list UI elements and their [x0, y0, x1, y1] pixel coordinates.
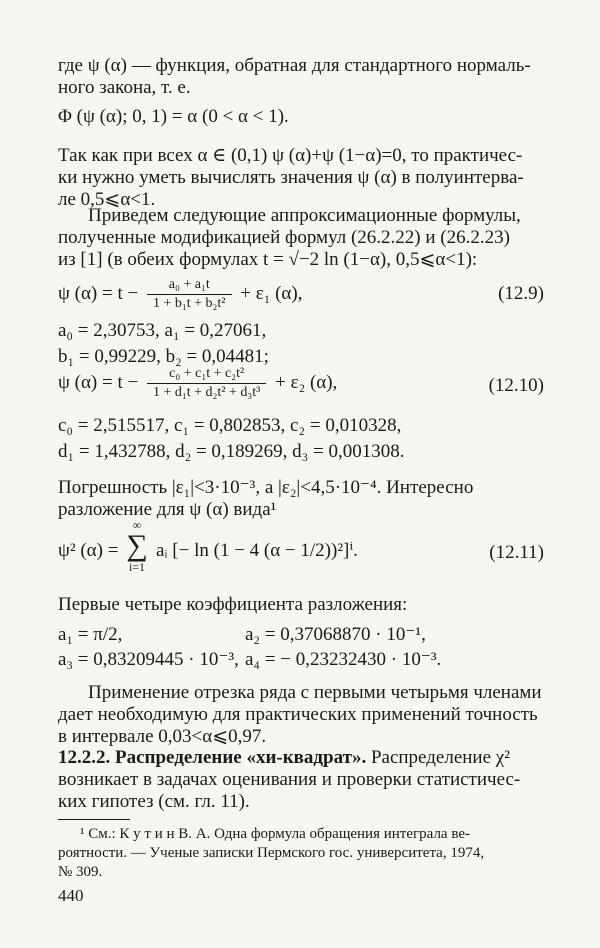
section-line-1-rest: Распределение χ²: [366, 747, 510, 768]
eq1-fraction: [147, 277, 232, 312]
paragraph-1-line-2: ного закона, т. е.: [58, 77, 191, 98]
coefficient-a1: a₁ = π/2,: [58, 624, 123, 645]
eq2-numerator: c₀ + c₁t + c₂t²: [147, 366, 266, 384]
paragraph-4-line-2: разложение для ψ (α) вида¹: [58, 499, 277, 520]
paragraph-3-line-2: полученные модификацией формул (26.2.22) и (26.2.23): [58, 227, 510, 248]
equation-number-12-9: (12.9): [498, 283, 544, 304]
paragraph-6-line-1: Применение отрезка ряда с первыми четырьмя членами: [88, 682, 542, 703]
eq1-numerator: a₀ + a₁t: [147, 277, 232, 295]
footnote-divider: [58, 819, 130, 820]
equation-12-10: [58, 366, 544, 401]
paragraph-2-line-3: ле 0,5⩽α<1.: [58, 189, 156, 210]
coefficients-a: a₀ = 2,30753, a₁ = 0,27061,: [58, 320, 267, 341]
paragraph-3-line-1: Приведем следующие аппроксимационные формулы,: [88, 205, 521, 226]
section-12-2-2-line-3: ких гипотез (см. гл. 11).: [58, 791, 250, 812]
equation-number-12-11: (12.11): [489, 542, 544, 563]
footnote-line-2: роятности. — Ученые записки Пермского гос. университета, 1974,: [58, 845, 485, 861]
paragraph-2-line-1: Так как при всех α ∈ (0,1) ψ (α)+ψ (1−α)=0, то практичес-: [58, 145, 523, 166]
paragraph-5-line-1: Первые четыре коэффициента разложения:: [58, 594, 408, 615]
paragraph-2-line-2: ки нужно уметь вычислять значения ψ (α) в полуинтерва-: [58, 167, 524, 188]
paragraph-6-line-2: дает необходимую для практических применений точность: [58, 704, 538, 725]
sum-lower-limit: i=1: [128, 560, 146, 574]
eq2-denominator: 1 + d₁t + d₂t² + d₃t³: [152, 385, 261, 400]
paragraph-4-line-1: Погрешность |ε₁|<3·10⁻³, а |ε₂|<4,5·10⁻⁴. Интересно: [58, 477, 474, 498]
eq3-rhs: aᵢ [− ln (1 − 4 (α − 1/2))²]ⁱ.: [156, 540, 358, 561]
footnote-line-1: ¹ См.: К у т и н В. А. Одна формула обращения интеграла ве-: [80, 826, 470, 842]
paragraph-1-line-1: где ψ (α) — функция, обратная для стандартного нормаль-: [58, 55, 531, 76]
coefficients-c: c₀ = 2,515517, c₁ = 0,802853, c₂ = 0,010328,: [58, 415, 402, 436]
eq2-rhs: + ε₂ (α),: [275, 371, 338, 393]
eq2-lhs: ψ (α) = t −: [58, 371, 139, 393]
eq2-fraction: [147, 366, 266, 401]
equation-number-12-10: (12.10): [488, 375, 544, 396]
paragraph-6-line-3: в интервале 0,03<α⩽0,97.: [58, 726, 267, 747]
eq1-rhs: + ε₁ (α),: [240, 282, 303, 304]
page-number: 440: [58, 886, 84, 905]
paragraph-3-line-3: из [1] (в обеих формулах t = √−2 ln (1−α), 0,5⩽α<1):: [58, 249, 478, 270]
coefficient-a2: a₂ = 0,37068870 · 10⁻¹,: [245, 624, 426, 645]
coefficient-a3: a₃ = 0,83209445 · 10⁻³,: [58, 649, 239, 670]
footnote-line-3: № 309.: [58, 864, 103, 880]
eq1-denominator: 1 + b₁t + b₂t²: [152, 296, 226, 311]
section-heading: 12.2.2. Распределение «хи-квадрат».: [58, 747, 367, 768]
equation-12-9: [58, 277, 544, 312]
eq3-lhs: ψ² (α) =: [58, 540, 119, 561]
equation-phi: Φ (ψ (α); 0, 1) = α (0 < α < 1).: [58, 106, 289, 127]
section-12-2-2-line-1: [58, 747, 544, 769]
coefficients-b: b₁ = 0,99229, b₂ = 0,04481;: [58, 346, 269, 367]
summation-operator: [124, 518, 150, 574]
coefficients-d: d₁ = 1,432788, d₂ = 0,189269, d₃ = 0,001308.: [58, 441, 405, 462]
sum-sign: ∑: [126, 529, 148, 562]
section-12-2-2-line-2: возникает в задачах оценивания и проверки статистичес-: [58, 769, 521, 790]
coefficient-a4: a₄ = − 0,23232430 · 10⁻³.: [245, 649, 442, 670]
sum-upper-limit: ∞: [132, 518, 142, 532]
eq1-lhs: ψ (α) = t −: [58, 282, 139, 304]
